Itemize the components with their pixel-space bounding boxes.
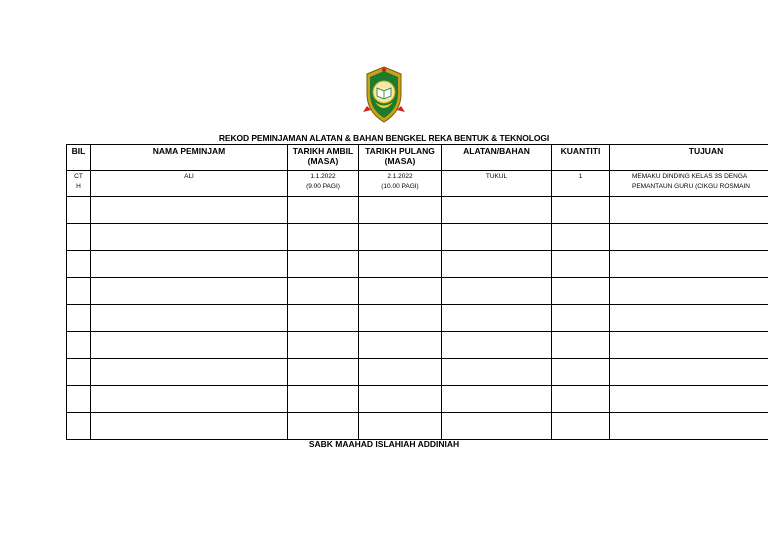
example-ambil-date: 1.1.2022 — [310, 173, 336, 180]
cell-kuantiti[interactable] — [552, 332, 610, 359]
cell-tarikh-ambil[interactable] — [288, 359, 359, 386]
cell-tarikh-ambil[interactable] — [288, 413, 359, 440]
cell-kuantiti[interactable] — [552, 278, 610, 305]
cell-kuantiti[interactable] — [552, 224, 610, 251]
example-bil-line2: H — [76, 183, 81, 190]
header-tarikh-pulang-line1: TARIKH PULANG — [365, 146, 435, 156]
cell-alatan[interactable] — [442, 197, 552, 224]
cell-kuantiti[interactable] — [552, 197, 610, 224]
cell-kuantiti[interactable] — [552, 413, 610, 440]
example-kuantiti: 1 — [552, 171, 610, 197]
cell-tujuan[interactable] — [610, 305, 768, 332]
cell-alatan[interactable] — [442, 251, 552, 278]
cell-kuantiti[interactable] — [552, 251, 610, 278]
cell-alatan[interactable] — [442, 278, 552, 305]
header-row — [67, 145, 768, 171]
loan-record-table — [66, 144, 768, 440]
cell-tarikh-pulang[interactable] — [359, 251, 442, 278]
cell-tarikh-ambil[interactable] — [288, 305, 359, 332]
document-title: REKOD PEMINJAMAN ALATAN & BAHAN BENGKEL REKA BENTUK & TEKNOLOGI — [218, 133, 550, 143]
cell-kuantiti[interactable] — [552, 359, 610, 386]
table-row — [67, 413, 768, 440]
example-tarikh-ambil — [288, 171, 359, 197]
cell-tujuan[interactable] — [610, 278, 768, 305]
cell-bil[interactable] — [67, 386, 91, 413]
example-pulang-time: (10.00 PAGI) — [381, 183, 419, 190]
example-alatan: TUKUL — [442, 171, 552, 197]
example-tujuan-line1: MEMAKU DINDING KELAS 3S DENGA — [632, 173, 748, 180]
header-bil: BIL — [67, 145, 91, 171]
table-row — [67, 224, 768, 251]
example-pulang-date: 2.1.2022 — [387, 173, 413, 180]
cell-nama[interactable] — [91, 305, 288, 332]
cell-tujuan[interactable] — [610, 359, 768, 386]
cell-tarikh-pulang[interactable] — [359, 224, 442, 251]
cell-alatan[interactable] — [442, 386, 552, 413]
cell-alatan[interactable] — [442, 224, 552, 251]
header-kuantiti: KUANTITI — [552, 145, 610, 171]
cell-tujuan[interactable] — [610, 386, 768, 413]
table-row — [67, 359, 768, 386]
cell-tujuan[interactable] — [610, 197, 768, 224]
example-bil — [67, 171, 91, 197]
header-tarikh-pulang — [359, 145, 442, 171]
cell-tujuan[interactable] — [610, 224, 768, 251]
cell-tarikh-pulang[interactable] — [359, 305, 442, 332]
cell-bil[interactable] — [67, 251, 91, 278]
cell-bil[interactable] — [67, 224, 91, 251]
example-nama: ALI — [91, 171, 288, 197]
cell-alatan[interactable] — [442, 359, 552, 386]
cell-nama[interactable] — [91, 386, 288, 413]
table-row — [67, 251, 768, 278]
cell-tujuan[interactable] — [610, 332, 768, 359]
table-row — [67, 332, 768, 359]
cell-nama[interactable] — [91, 359, 288, 386]
example-row — [67, 171, 768, 197]
school-name-footer: SABK MAAHAD ISLAHIAH ADDINIAH — [308, 439, 460, 449]
header-tarikh-ambil-line1: TARIKH AMBIL — [292, 146, 354, 156]
cell-tarikh-ambil[interactable] — [288, 224, 359, 251]
cell-tarikh-pulang[interactable] — [359, 386, 442, 413]
header-tarikh-ambil-line2: (MASA) — [307, 156, 339, 166]
cell-bil[interactable] — [67, 413, 91, 440]
cell-tarikh-pulang[interactable] — [359, 413, 442, 440]
cell-tujuan[interactable] — [610, 251, 768, 278]
cell-bil[interactable] — [67, 197, 91, 224]
cell-tarikh-pulang[interactable] — [359, 332, 442, 359]
table-row — [67, 305, 768, 332]
cell-bil[interactable] — [67, 305, 91, 332]
cell-tarikh-pulang[interactable] — [359, 197, 442, 224]
cell-nama[interactable] — [91, 197, 288, 224]
cell-nama[interactable] — [91, 332, 288, 359]
cell-bil[interactable] — [67, 332, 91, 359]
cell-tarikh-ambil[interactable] — [288, 278, 359, 305]
cell-alatan[interactable] — [442, 332, 552, 359]
header-alatan-bahan: ALATAN/BAHAN — [442, 145, 552, 171]
cell-tarikh-pulang[interactable] — [359, 359, 442, 386]
header-tarikh-ambil — [288, 145, 359, 171]
header-nama-peminjam: NAMA PEMINJAM — [91, 145, 288, 171]
cell-nama[interactable] — [91, 278, 288, 305]
cell-nama[interactable] — [91, 413, 288, 440]
example-tujuan — [610, 171, 768, 197]
example-bil-line1: CT — [74, 173, 83, 180]
cell-tarikh-ambil[interactable] — [288, 251, 359, 278]
table-row — [67, 386, 768, 413]
cell-alatan[interactable] — [442, 413, 552, 440]
table-row — [67, 197, 768, 224]
cell-kuantiti[interactable] — [552, 386, 610, 413]
cell-nama[interactable] — [91, 224, 288, 251]
header-tarikh-pulang-line2: (MASA) — [384, 156, 416, 166]
cell-tujuan[interactable] — [610, 413, 768, 440]
example-tarikh-pulang — [359, 171, 442, 197]
cell-alatan[interactable] — [442, 305, 552, 332]
cell-kuantiti[interactable] — [552, 305, 610, 332]
cell-bil[interactable] — [67, 278, 91, 305]
example-tujuan-line2: PEMANTAUN GURU (CIKGU ROSMAIN — [632, 183, 750, 190]
table-row — [67, 278, 768, 305]
example-ambil-time: (9.00 PAGI) — [306, 183, 340, 190]
header-tujuan: TUJUAN — [610, 145, 768, 171]
cell-tarikh-pulang[interactable] — [359, 278, 442, 305]
cell-bil[interactable] — [67, 359, 91, 386]
cell-tarikh-ambil[interactable] — [288, 197, 359, 224]
cell-tarikh-ambil[interactable] — [288, 332, 359, 359]
cell-tarikh-ambil[interactable] — [288, 386, 359, 413]
school-crest-logo — [361, 64, 407, 126]
cell-nama[interactable] — [91, 251, 288, 278]
